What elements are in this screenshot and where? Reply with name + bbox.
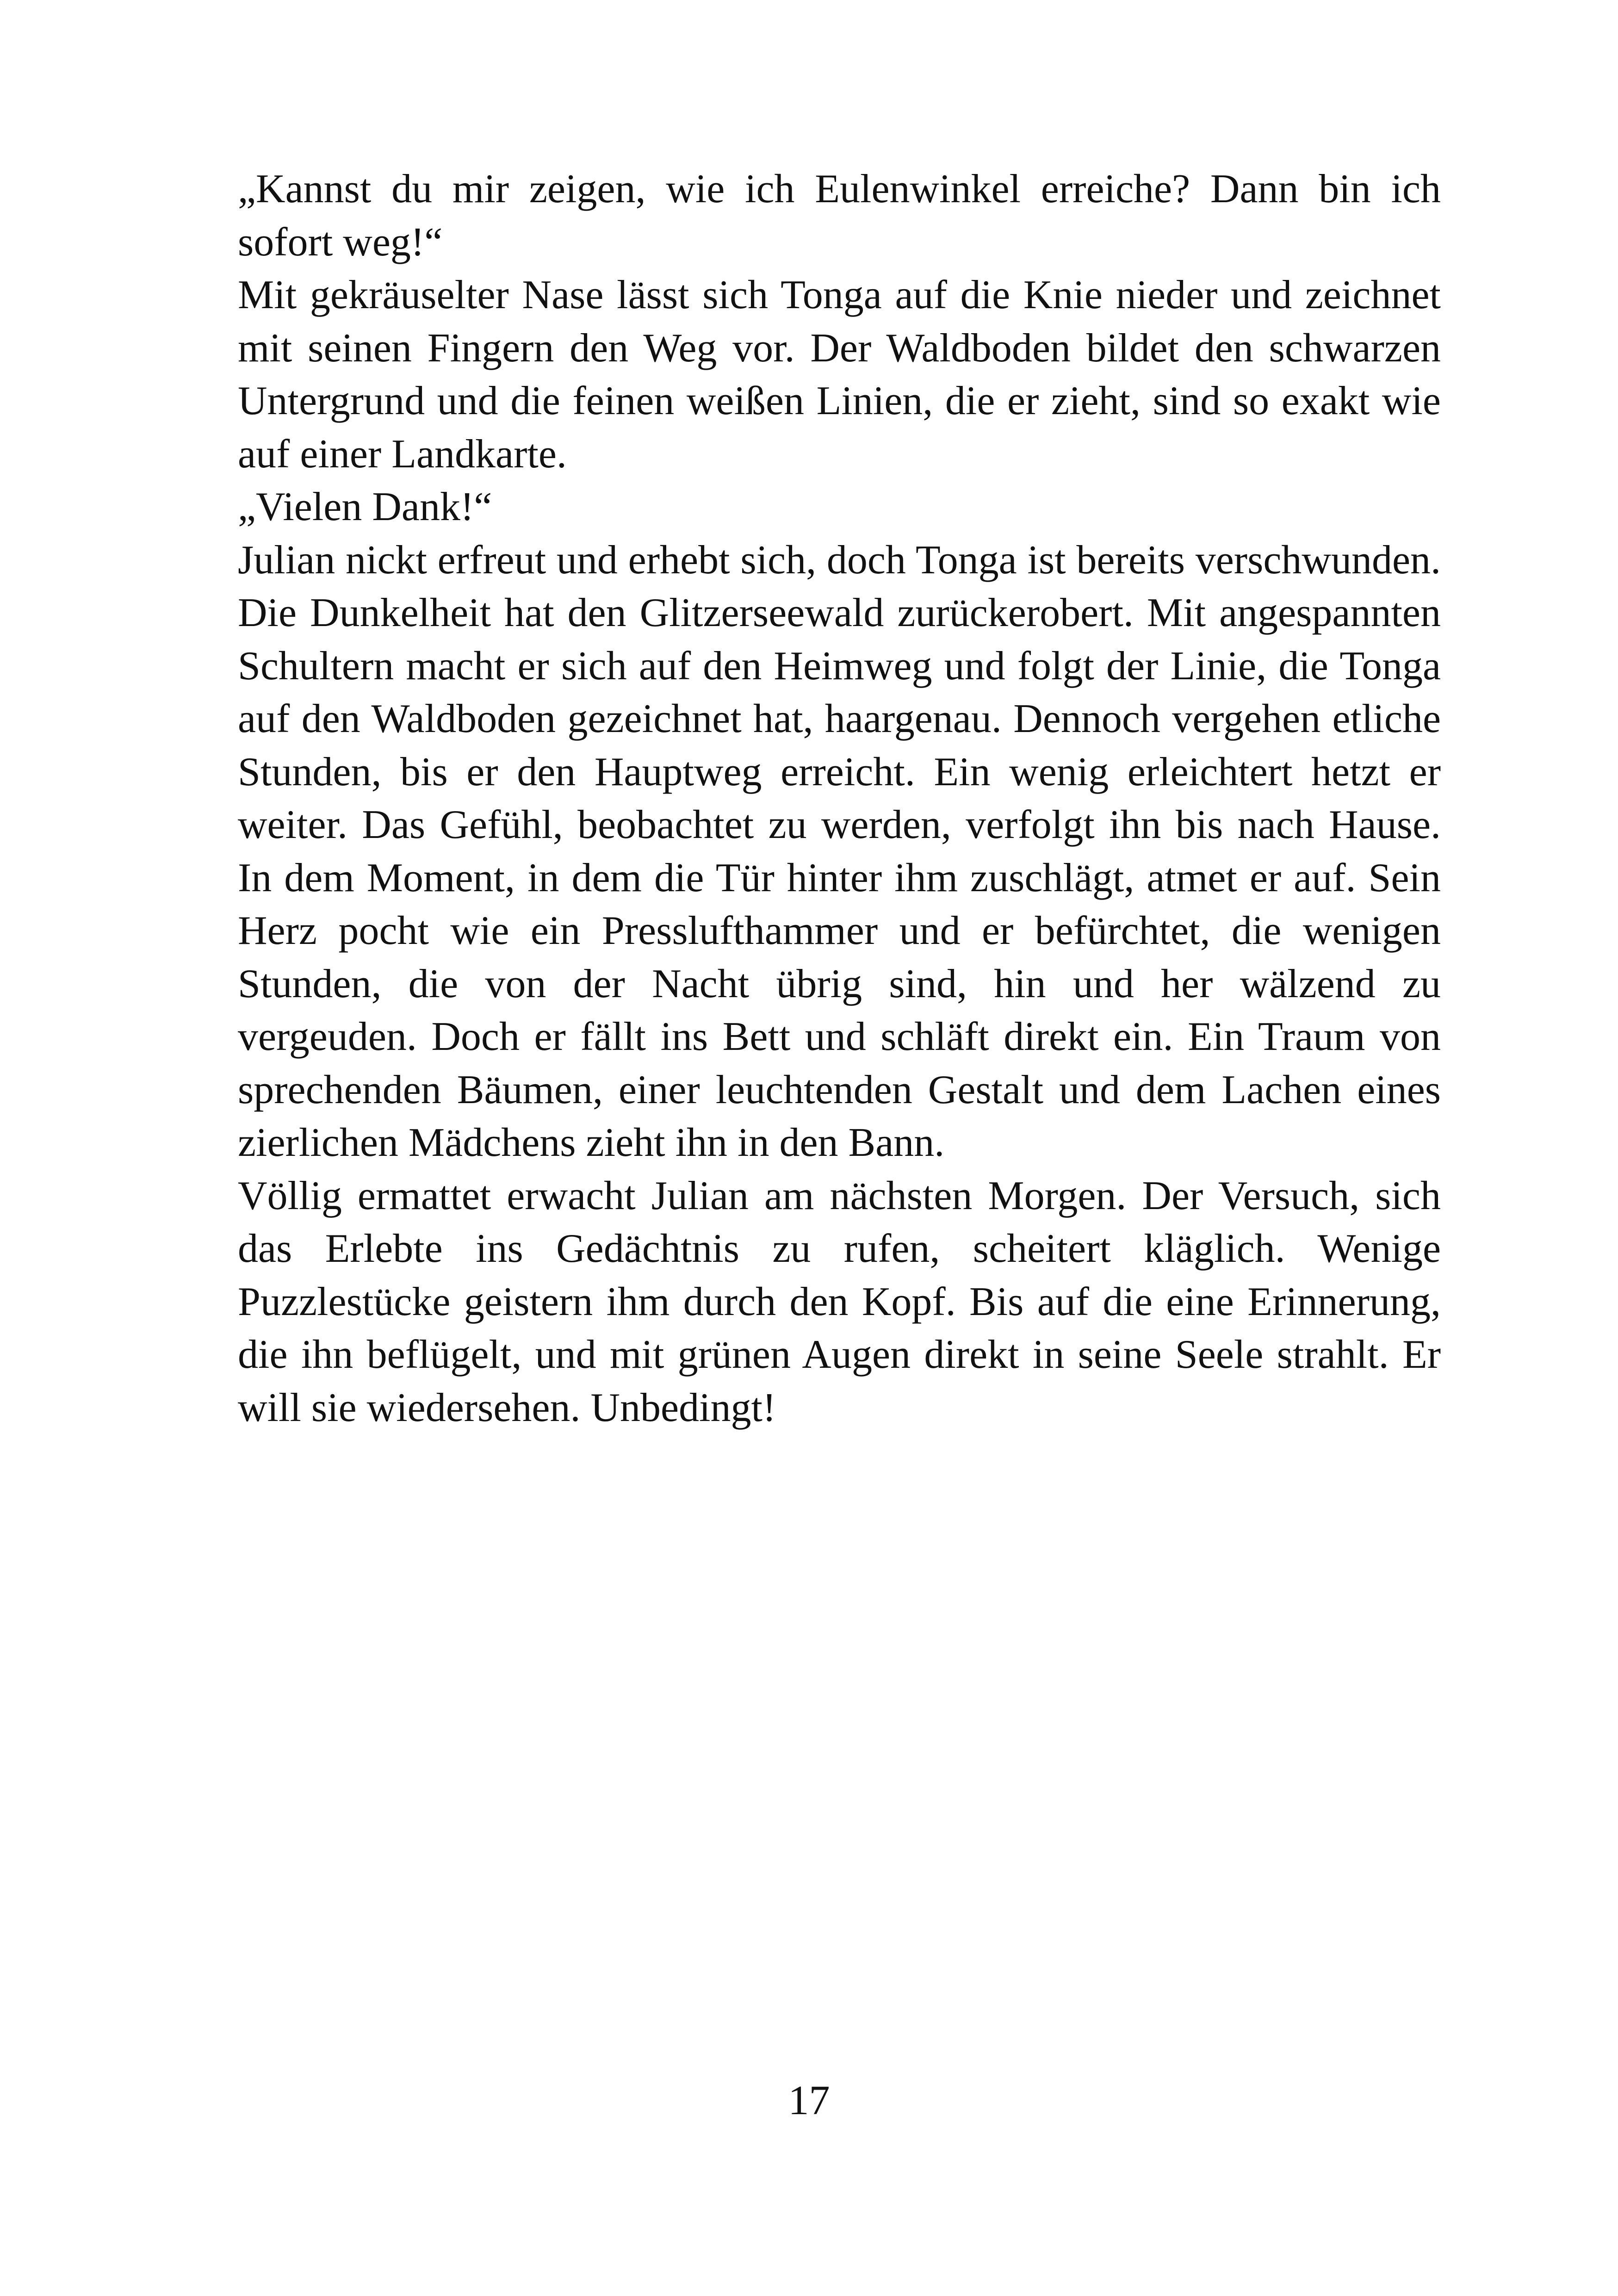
paragraph-dialogue-request: „Kannst du mir zeigen, wie ich Eulenwinkel erreiche? Dann bin ich sofort weg!“ [238, 167, 1441, 265]
paragraph-dialogue-thanks: „Vielen Dank!“ [238, 484, 492, 529]
paragraph-next-morning: Völlig ermattet erwacht Julian am nächsten Morgen. Der Versuch, sich das Erlebte ins Gedächtnis zu rufen, scheitert kläglich. Wenige Puzzlestücke geistern ihm durch den Kopf. Bis auf die eine Erinnerung, die ihn beflügelt, und mit grünen Augen direkt in seine Seele strahlt. Er will sie wiedersehen. Unbedingt! [238, 1173, 1441, 1430]
paragraph-way-home: Julian nickt erfreut und erhebt sich, doch Tonga ist bereits verschwunden. Die Dunkelheit hat den Glitzerseewald zurückerobert. Mit angespannten Schultern macht er sich auf den Heimweg und folgt der Linie, die Tonga auf den Waldboden gezeichnet hat, haargenau. Dennoch vergehen etliche Stunden, bis er den Hauptweg erreicht. Ein wenig erleichtert hetzt er weiter. Das Gefühl, beobachtet zu werden, verfolgt ihn bis nach Hause. In dem Moment, in dem die Tür hinter ihm zuschlägt, atmet er auf. Sein Herz pocht wie ein Presslufthammer und er befürchtet, die wenigen Stunden, die von der Nacht übrig sind, hin und her wälzend zu vergeuden. Doch er fällt ins Bett und schläft direkt ein. Ein Traum von sprechenden Bäumen, einer leuchtenden Gestalt und dem Lachen eines zierlichen Mädchens zieht ihn in den Bann. [238, 537, 1441, 1165]
page-number: 17 [788, 2078, 830, 2123]
body-text [238, 163, 1441, 1434]
paragraph-tonga-draws-map: Mit gekräuselter Nase lässt sich Tonga auf die Knie nieder und zeichnet mit seinen Fingern den Weg vor. Der Waldboden bildet den schwarzen Untergrund und die feinen weißen Linien, die er zieht, sind so exakt wie auf einer Landkarte. [238, 273, 1441, 477]
